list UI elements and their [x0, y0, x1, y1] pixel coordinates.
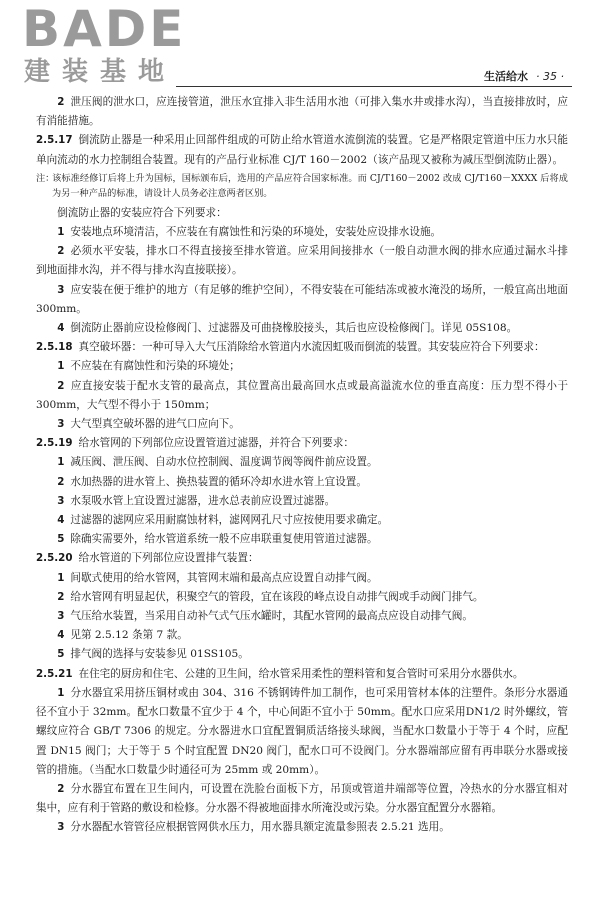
clause-2-5-19 [36, 434, 568, 453]
paragraph-text: 应安装在便于维护的地方（有足够的维护空间），不得安装在可能结冻或被水淹没的场所，一般宜高出地面 300mm。 [36, 283, 568, 315]
paragraph-text: 排气阀的选择与安装参见 01SS105。 [70, 648, 249, 661]
list-item [36, 780, 568, 818]
item-number: 2 [57, 590, 65, 603]
paragraph-text: 分水器宜采用挤压铜材或由 304、316 不锈钢铸件加工制作，也可采用管材本体的注塑件。条形分水器通径不宜小于 32mm。配水口数量不宜少于 4 个，中心间距不宜小于 50mm。配水口应采用DN1/2 时外螺纹，管螺纹应符合 GB/T 7306 的规定。分水器进水口宜配置铜质活络接头球阀，当配水口数量小于等于 4 个时，应配置 DN15 阀门；大于等于 5 个时宜配置 DN20 阀门，配水口可不设阀门。分水器端部应留有再串联分水器或接管的措施。（当配水口数量少时通径可为 25mm 或 20mm）。 [36, 686, 568, 776]
item-number: 3 [57, 283, 65, 296]
paragraph-text: 安装地点环境清洁，不应装在有腐蚀性和污染的环境处，安装处应设排水设施。 [70, 226, 442, 239]
paragraph-text: 倒流防止器是一种采用止回部件组成的可防止给水管道水流倒流的装置。它是严格限定管道中压力水只能单向流动的水力控制组合装置。现有的产品行业标准 CJ/T 160－2002（该产品现又被称为减压型倒流防止器）。 [36, 134, 568, 166]
clause-number: 2.5.20 [36, 552, 73, 565]
list-item [36, 377, 568, 415]
item-number: 1 [57, 360, 65, 373]
item-number: 3 [57, 494, 65, 507]
note-label: 注： [36, 172, 55, 184]
note-text: 该标准经修订后将上升为国标，国标颁布后，选用的产品应符合国家标准。而 CJ/T160－2002 改成 CJ/T160－XXXX 后将成为另一种产品的标准，请设计人员务必注意两者区别。 [52, 172, 568, 200]
paragraph-text: 倒流防止器前应设检修阀门、过滤器及可曲挠橡胶接头，其后也应设检修阀门。详见 05S108。 [70, 322, 518, 335]
list-item [36, 319, 568, 338]
item-number: 2 [57, 782, 65, 795]
section-title: 生活给水 [484, 70, 529, 83]
item-number: 1 [57, 571, 65, 584]
running-header [484, 68, 564, 84]
page-header [0, 0, 600, 92]
list-item [36, 588, 568, 607]
paragraph-text: 给水管道的下列部位应设置排气装置： [78, 552, 259, 565]
paragraph-text: 见第 2.5.12 条第 7 款。 [70, 629, 188, 642]
list-item [36, 684, 568, 780]
paragraph-text: 水加热器的进水管上、换热装置的循环冷却水进水管上宜设置。 [70, 475, 367, 488]
item-number: 3 [57, 610, 65, 623]
list-item [36, 473, 568, 492]
paragraph-text: 不应装在有腐蚀性和污染的环境处； [70, 360, 240, 373]
item-number: 2 [57, 379, 65, 392]
paragraph-text: 间歇式使用的给水管网，其管网末端和最高点应设置自动排气阀。 [70, 571, 378, 584]
list-item [36, 453, 568, 472]
item-number: 2 [57, 245, 65, 258]
list-item [36, 492, 568, 511]
list-item [36, 242, 568, 280]
item-number: 1 [57, 686, 65, 699]
paragraph [36, 93, 568, 131]
item-number: 1 [57, 226, 65, 239]
paragraph-text: 水泵吸水管上宜设置过滤器，进水总表前应设置过滤器。 [70, 494, 336, 507]
page-number: · 35 · [536, 70, 564, 83]
list-item [36, 626, 568, 645]
list-item [36, 645, 568, 664]
document-body [36, 93, 568, 838]
item-number: 5 [57, 648, 65, 661]
list-item [36, 511, 568, 530]
paragraph-text: 除确实需要外，给水管道系统一般不应串联重复使用管道过滤器。 [70, 533, 378, 546]
paragraph-text: 大气型真空破坏器的进气口应向下。 [70, 418, 240, 431]
paragraph-text: 给水管网有明显起伏，积聚空气的管段，宜在该段的峰点设自动排气阀或手动阀门排气。 [70, 590, 484, 603]
item-number: 4 [57, 322, 65, 335]
item-number: 2 [57, 475, 65, 488]
paragraph-text: 减压阀、泄压阀、自动水位控制阀、温度调节阀等阀件前应设置。 [70, 456, 378, 469]
paragraph-text: 泄压阀的泄水口，应连接管道，泄压水宜排入非生活用水池（可排入集水井或排水沟），当直接排放时，应有消能措施。 [36, 96, 568, 128]
paragraph [36, 204, 568, 223]
clause-2-5-18 [36, 338, 568, 357]
list-item [36, 357, 568, 376]
item-number: 2 [57, 96, 65, 108]
list-item [36, 607, 568, 626]
list-item [36, 415, 568, 434]
paragraph-text: 过滤器的滤网应采用耐腐蚀材料，滤网网孔尺寸应按使用要求确定。 [70, 514, 389, 527]
list-item [36, 223, 568, 242]
item-number: 4 [57, 514, 65, 527]
list-item [36, 569, 568, 588]
paragraph-text: 必须水平安装，排水口不得直接接至排水管道。应采用间接排水（一般自动泄水阀的排水应通过漏水斗排到地面排水沟，并不得与排水沟直接联接）。 [36, 245, 568, 277]
clause-number: 2.5.21 [36, 667, 73, 680]
paragraph-text: 分水器宜布置在卫生间内，可设置在洗脸台面板下方，吊顶或管道井端部等位置，冷热水的分水器宜相对集中，应有利于管路的敷设和检修。分水器不得被地面排水所淹没或污染。分水器宜配置分水器箱。 [36, 782, 568, 815]
paragraph-text: 在住宅的厨房和住宅、公建的卫生间，给水管采用柔性的塑料管和复合管时可采用分水器供水。 [78, 667, 524, 680]
header-rule [176, 86, 572, 87]
paragraph-text: 气压给水装置，当采用自动补气式气压水罐时，其配水管网的最高点应设自动排气阀。 [70, 610, 473, 623]
item-number: 5 [57, 533, 65, 546]
clause-2-5-20 [36, 549, 568, 568]
item-number: 4 [57, 629, 65, 642]
note [36, 171, 568, 202]
item-number: 3 [57, 821, 65, 834]
paragraph-text: 倒流防止器的安装应符合下列要求： [57, 206, 227, 219]
paragraph-text: 分水器配水管管径应根据管网供水压力，用水器具额定流量参照表 2.5.21 选用。 [70, 821, 450, 834]
clause-2-5-17 [36, 131, 568, 169]
paragraph-text: 应直接安装于配水支管的最高点，其位置高出最高回水点或最高溢流水位的垂直高度：压力型不得小于 300mm，大气型不得小于 150mm； [36, 379, 568, 411]
list-item [36, 281, 568, 319]
logo-chinese: 建装基地 [24, 57, 177, 87]
paragraph-text: 真空破坏器：一种可导入大气压消除给水管道内水流因虹吸而倒流的装置。其安装应符合下列要求： [78, 341, 545, 354]
paragraph-text: 给水管网的下列部位应设置管道过滤器，并符合下列要求： [78, 437, 354, 450]
clause-number: 2.5.17 [36, 134, 73, 147]
clause-number: 2.5.19 [36, 437, 73, 450]
clause-number: 2.5.18 [36, 341, 73, 354]
clause-2-5-21 [36, 665, 568, 684]
item-number: 3 [57, 418, 65, 431]
list-item [36, 818, 568, 837]
logo-bade: BADE [22, 0, 187, 58]
item-number: 1 [57, 456, 65, 469]
list-item [36, 530, 568, 549]
